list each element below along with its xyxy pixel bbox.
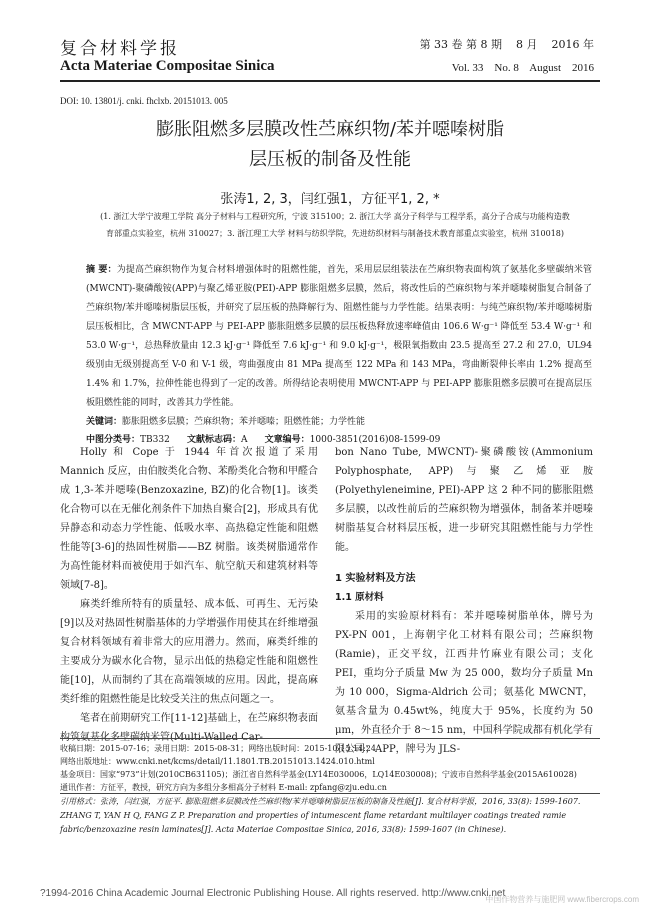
keywords [86, 414, 592, 427]
body-right-column [335, 443, 593, 759]
code-label: 文献标志码： [186, 435, 241, 445]
article-label: 文章编号： [264, 435, 310, 445]
header-rule [60, 80, 600, 82]
paper-title-line2: 层压板的制备及性能 [249, 149, 411, 170]
doi: DOI: 10. 13801/j. cnki. fhclxb. 20151013. 005 [60, 96, 228, 106]
volume-info-cn: 第 33 卷 第 8 期 8 月 2016 年 [419, 38, 594, 51]
paragraph: Holly 和 Cope 于 1944 年首次报道了采用 Mannich 反应，由伯胺类化合物、苯酚类化合物和甲醛合成 1,3-苯并噁嗪(Benzoxazine, BZ)的化合物[1]。该类化合物可以在无催化剂条件下加热自聚合[2]，形成具有优异静态和动态力学性能、低吸水率、高热稳定性能和阻燃性能等[3-6]的热固性树脂——BZ 树脂。该类树脂通常作为高性能材料而被使用于如汽车、航空航天和建筑材料等领域[7-8]。 [60, 447, 318, 591]
citation: 引用格式：张涛，闫红强，方征平. 膨胀阻燃多层膜改性苎麻织物/苯并噁嗪树脂层压板的制备及性能[J]. 复合材料学报，2016, 33(8): 1599-1607. ZHANG T, YAN H Q, FANG Z P. Preparation and properties of intumescent flame retardant multilayer coatings treated ramie fabric/benzoxazine resin laminates[J]. Acta Materiae Compositae Sinica, 2016, 33(8): 1599-1607 (in Chinese). [60, 797, 581, 834]
subsection-heading: 1.1 原材料 [335, 592, 384, 603]
clc-label: 中图分类号： [86, 435, 141, 445]
footnotes [60, 742, 600, 794]
paper-title [80, 115, 580, 175]
abstract-text: 为提高苎麻织物作为复合材料增强体时的阻燃性能，首先，采用层层组装法在苎麻织物表面构筑了氨基化多壁碳纳米管(MWCNT)-聚磷酸铵(APP)与聚乙烯亚胺(PEI)-APP 膨胀阻燃多层膜，然后，将改性后的苎麻织物与苯并噁嗪树脂复合制备了苎麻织物/苯并噁嗪树脂层压板，并研究了层压板的热降解行为、阻燃性能与力学性能。结果表明：与纯苎麻织物/苯并噁嗪树脂层压板相比，含 MWCNT-APP 与 PEI-APP 膨胀阻燃多层膜的层压板热释放速率峰值由 106.6 W·g⁻¹ 降低至 53.4 W·g⁻¹ 和 53.0 W·g⁻¹，总热释放量由 12.3 kJ·g⁻¹ 降低至 7.6 kJ·g⁻¹ 和 9.0 kJ·g⁻¹，极限氧指数由 23.5 提高至 27.2 和 27.0，UL94 级别由无级别提高至 V-0 和 V-1 级，弯曲强度由 81 MPa 提高至 122 MPa 和 143 MPa，弯曲断裂伸长率由 1.2% 提高至 1.4% 和 1.7%，拉伸性能也得到了一定的改善。所得结论表明使用 MWCNT-APP 与 PEI-APP 膨胀阻燃多层膜可在提高层压板阻燃性能的同时，改善其力学性能。 [86, 265, 592, 408]
paragraph: 采用的实验原材料有：苯并噁嗪树脂单体，牌号为 PX-PN 001，上海朝宇化工材料有限公司；苎麻织物(Ramie)，正交平纹，江西井竹麻业有限公司；支化 PEI，重均分子质量 Mw 为 25 000，数均分子质量 Mn 为 10 000，Sigma-Aldrich 公司；氨基化 MWCNT，氨基含量为 0.45wt%，纯度大于 95%，长度约为 50 μm，外直径介于 8～15 nm，中国科学院成都有机化学有限公司；APP，牌号为 JLS- [335, 611, 593, 755]
body-left-column [60, 443, 318, 747]
affiliations: (1. 浙江大学宁波理工学院 高分子材料与工程研究所，宁波 315100；2. 浙江大学 高分子科学与工程学系，高分子合成与功能构造教育部重点实验室，杭州 310027；3. 浙江理工大学 材料与纺织学院，先进纺织材料与制备技术教育部重点实验室，杭州 310018) [100, 212, 570, 238]
journal-title-cn: 复合材料学报 [60, 39, 180, 59]
footnote-funding: 基金项目：国家“973”计划(2010CB631105)；浙江省自然科学基金(LY14E030006，LQ14E030008)；宁波市自然科学基金(2015A610028) [60, 770, 577, 779]
abstract-label: 摘 要： [86, 265, 117, 275]
section-heading: 1 实验材料及方法 [335, 573, 416, 584]
abstract [86, 261, 592, 413]
clc-value: TB332 [140, 435, 170, 445]
citation-rule [60, 793, 600, 794]
paragraph: 麻类纤维所特有的质量轻、成本低、可再生、无污染[9]以及对热固性树脂基体的力学增强作用使其在纤维增强复合材料领域有着非常大的应用潜力。然而，麻类纤维的主要成分为碳水化合物，显示出低的热稳定性能和阻燃性能[10]，从而制约了其在高端领域的应用。因此，提高麻类纤维的阻燃性能是比较受关注的焦点问题之一。 [60, 599, 318, 705]
footnote-rule [60, 738, 600, 739]
volume-info-en: Vol. 33 No. 8 August 2016 [451, 62, 594, 74]
footnote-received: 收稿日期：2015-07-16；录用日期：2015-08-31；网络出版时间：2015-10-13 14:24 [60, 744, 376, 753]
footnote-url: 网络出版地址：www.cnki.net/kcms/detail/11.1801.TB.20151013.1424.010.html [60, 757, 375, 766]
keywords-text: 膨胀阻燃多层膜；苎麻织物；苯并噁嗪；阻燃性能；力学性能 [122, 417, 366, 427]
paragraph: 笔者在前期研究工作[11-12]基础上，在苎麻织物表面 [80, 713, 318, 724]
code-value: A [241, 435, 248, 445]
article-value: 1000-3851(2016)08-1599-09 [309, 435, 441, 445]
paragraph: bon Nano Tube, MWCNT)-聚磷酸铵(Ammonium Polyphosphate, APP)与聚乙烯亚胺(Polyethyleneimine, PEI)-APP 这 2 种不同的膨胀阻燃多层膜，以改性前后的苎麻织物为增强体，制备苯并噁嗪树脂基复合材料层压板，进一步研究其阻燃性能与力学性能。 [335, 447, 593, 553]
keywords-label: 关键词： [86, 417, 123, 427]
copyright-notice: ?1994-2016 China Academic Journal Electronic Publishing House. All rights reserved. http://www.cnki.net [40, 888, 506, 899]
authors: 张涛1, 2, 3，闫红强1，方征平1, 2, * [220, 192, 440, 207]
footnote-corresponding: 通讯作者：方征平，教授，研究方向为多组分多相高分子材料 E-mail: zpfang@zju.edu.cn [60, 783, 387, 792]
watermark: 中国作物营养与施肥网 www.fibercrops.com [485, 895, 639, 904]
paper-title-line1: 膨胀阻燃多层膜改性苎麻织物/苯并噁嗪树脂 [155, 119, 505, 140]
journal-title-en: Acta Materiae Compositae Sinica [60, 58, 275, 74]
